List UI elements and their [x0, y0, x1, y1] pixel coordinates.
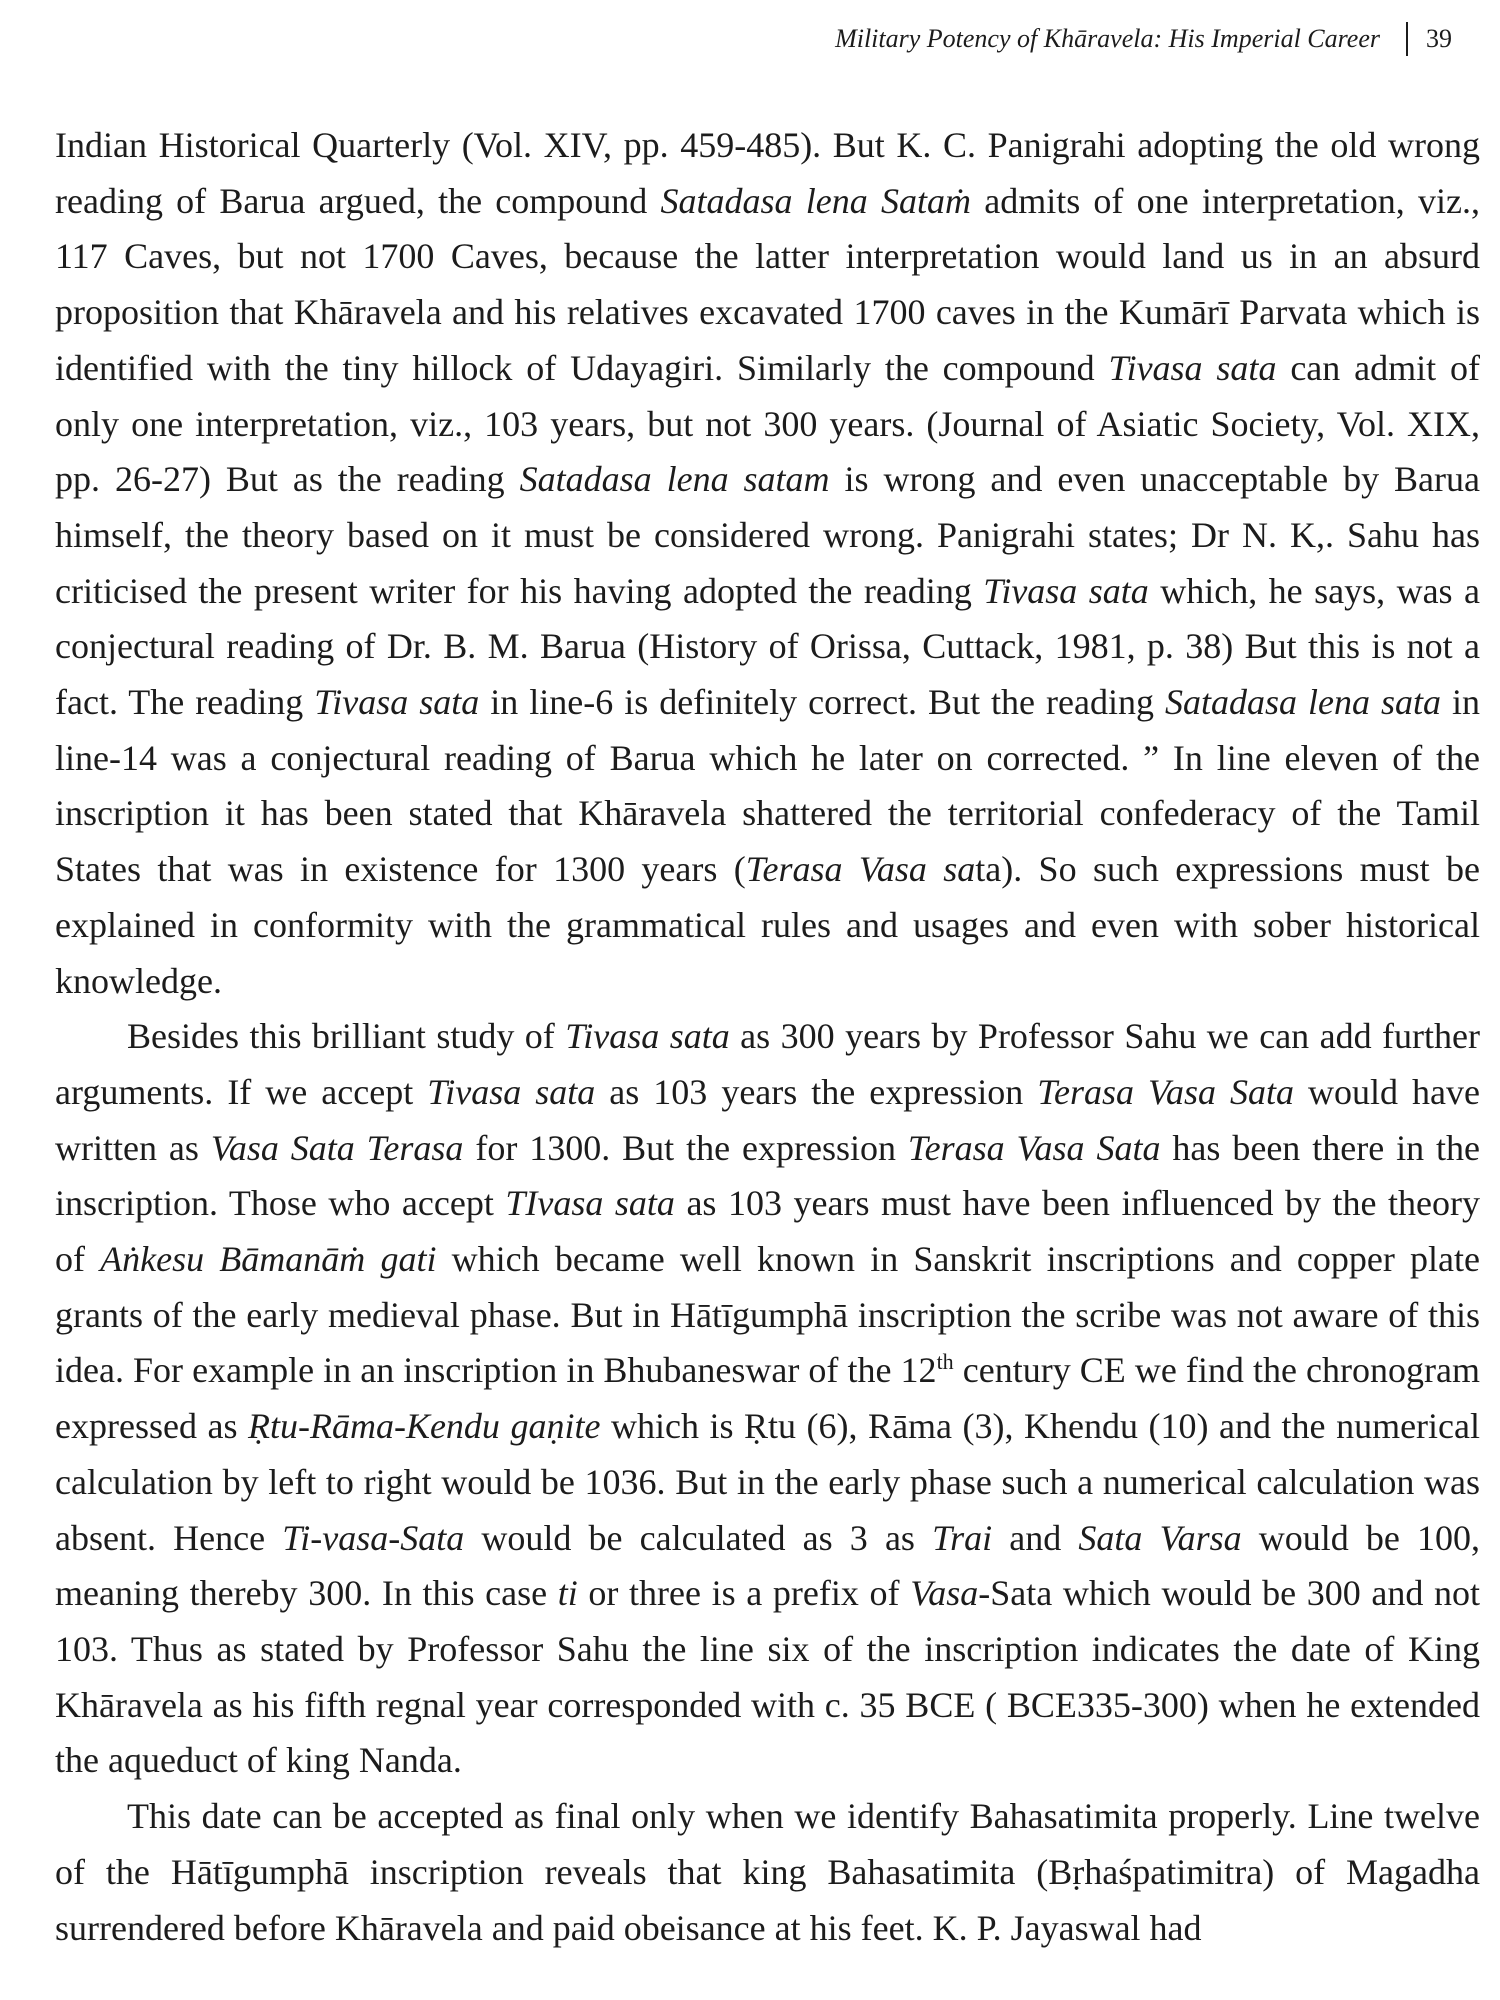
- text-run: which, he says, was a conjectural reading of Dr. B. M. Barua (History of Orissa, Cuttack, 1981, p. 38) But this is not a fact. The reading: [55, 570, 1480, 723]
- text-run: as 300 years by Professor Sahu we can add further arguments. If we accept: [55, 1016, 1481, 1112]
- text-run: Besides this brilliant study of: [127, 1016, 566, 1057]
- text-run: or three is a prefix of: [577, 1573, 911, 1614]
- header-divider: [1406, 22, 1408, 56]
- text-run: century CE we find the chronogram expressed as: [55, 1350, 1480, 1447]
- italic-term: ti: [557, 1573, 578, 1614]
- text-run: in line-6 is definitely correct. But the reading: [479, 682, 1165, 723]
- italic-term: Sata Varsa: [1078, 1517, 1242, 1558]
- italic-term: Tivasa sata: [1108, 347, 1277, 388]
- italic-term: Vasa Sata Terasa: [210, 1127, 464, 1168]
- italic-term: TIvasa sata: [505, 1183, 675, 1224]
- paragraph: [55, 1789, 1480, 1956]
- italic-term: Terasa Vasa Sata: [907, 1127, 1161, 1168]
- paragraph: [55, 1009, 1480, 1789]
- text-run: which is Ṛtu (6), Rāma (3), Khendu (10) and the numerical calculation by left to right would be 1036. But in the early phase such a numerical calculation was absent. Hence: [55, 1406, 1480, 1558]
- text-run: for 1300. But the expression: [463, 1127, 908, 1168]
- italic-term: Satadasa lena Sataṁ: [660, 180, 971, 221]
- text-run: Indian Historical Quarterly (Vol. XIV, pp. 459-485). But K. C. Panigrahi adopting the old wrong reading of Barua argued, the compound: [55, 125, 1480, 221]
- text-run: is wrong and even unacceptable by Barua himself, the theory based on it must be considered wrong. Panigrahi states; Dr N. K,. Sahu has criticised the present writer for his having adopted the reading: [55, 459, 1481, 611]
- text-run: -Sata which would be 300 and not 103. Thus as stated by Professor Sahu the line six of the inscription indicates the date of King Khāravela as his fifth regnal year corresponded with c. 35 BCE ( BCE335-300) when he extended the aqueduct of king Nanda.: [55, 1573, 1481, 1781]
- text-run: and: [992, 1517, 1079, 1558]
- italic-term: Tivasa sata: [565, 1016, 730, 1057]
- text-run: would be calculated as 3 as: [464, 1517, 933, 1558]
- text-run: which became well known in Sanskrit inscriptions and copper plate grants of the early medieval phase. But in Hātīgumphā inscription the scribe was not aware of this idea. For example in an inscription in Bhubaneswar of the 12: [55, 1239, 1480, 1391]
- superscript-text: th: [936, 1349, 954, 1375]
- text-run: as 103 years the expression: [595, 1071, 1038, 1112]
- italic-term: Tivasa sata: [427, 1071, 596, 1112]
- italic-term: Ṛtu-Rāma-Kendu gaṇite: [247, 1406, 601, 1447]
- running-title: Military Potency of Khāravela: His Imperial Career: [835, 24, 1380, 53]
- text-run: in line-14 was a conjectural reading of Barua which he later on corrected. ” In line eleven of the inscription it has been stated that Khāravela shattered the territorial confederacy of the Tamil States that was in existence for 1300 years (: [55, 682, 1480, 890]
- italic-term: Tivasa sata: [314, 682, 480, 723]
- text-run: can admit of only one interpretation, viz., 103 years, but not 300 years. (Journal of Asiatic Society, Vol. XIX, pp. 26-27) But as the reading: [55, 347, 1480, 500]
- italic-term: Vasa: [910, 1573, 979, 1614]
- text-run: would be 100, meaning thereby 300. In this case: [55, 1517, 1481, 1614]
- italic-term: Trai: [932, 1517, 993, 1558]
- italic-term: Aṅkesu Bāmanāṁ gati: [100, 1239, 437, 1280]
- italic-term: Ti-vasa-Sata: [282, 1517, 465, 1558]
- italic-term: Terasa Vasa Sata: [1037, 1071, 1295, 1112]
- italic-term: Satadasa lena sata: [1164, 682, 1441, 723]
- running-header: [835, 22, 1452, 56]
- page-number: 39: [1426, 24, 1452, 53]
- body-text: [55, 118, 1480, 1956]
- italic-term: Satadasa lena satam: [519, 459, 830, 500]
- text-run: would have written as: [55, 1071, 1480, 1168]
- text-run: admits of one interpretation, viz., 117 Caves, but not 1700 Caves, because the latter interpretation would land us in an absurd proposition that Khāravela and his relatives excavated 1700 caves in the Kumārī Parvata which is identified with the tiny hillock of Udayagiri. Similarly the compound: [55, 180, 1480, 388]
- text-run: has been there in the inscription. Those who accept: [55, 1127, 1481, 1224]
- text-run: ta). So such expressions must be explained in conformity with the grammatical rules and usages and even with sober historical knowledge.: [55, 849, 1480, 1001]
- text-run: as 103 years must have been influenced by the theory of: [55, 1183, 1481, 1280]
- paragraph: [55, 118, 1480, 1009]
- italic-term: Terasa Vasa sa: [745, 849, 976, 890]
- text-run: This date can be accepted as final only when we identify Bahasatimita properly. Line twelve of the Hātīgumphā inscription reveals that king Bahasatimita (Bṛhaśpatimitra) of Magadha surrendered before Khāravela and paid obeisance at his feet. K. P. Jayaswal had: [55, 1796, 1480, 1948]
- italic-term: Tivasa sata: [983, 570, 1149, 611]
